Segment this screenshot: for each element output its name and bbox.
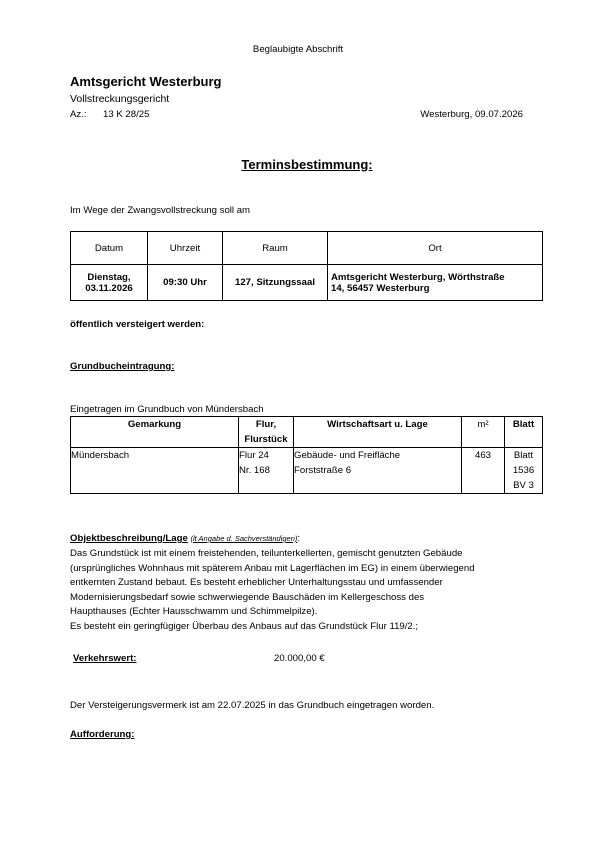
cell-blatt bbox=[505, 448, 543, 494]
date-value: 03.11.2026 bbox=[85, 282, 133, 294]
cell-blatt-line-1: Blatt bbox=[513, 450, 534, 461]
place-line-2: 14, 56457 Westerburg bbox=[331, 282, 430, 294]
appointment-header-row bbox=[71, 232, 543, 265]
register-note: Der Versteigerungsvermerk ist am 22.07.2025 in das Grundbuch eingetragen worden. bbox=[70, 700, 435, 711]
cell-flur-line-1: Flur 24 bbox=[239, 450, 269, 461]
cell-flur-line-2: Nr. 168 bbox=[239, 465, 270, 476]
object-line-4: Modernisierungsbedarf sowie schwerwiegende Bauschäden im Kellergeschoss des bbox=[70, 591, 425, 603]
cell-flur bbox=[239, 448, 294, 494]
az-value: 13 K 28/25 bbox=[103, 109, 150, 120]
copy-note: Beglaubigte Abschrift bbox=[252, 44, 344, 55]
header-datum: Datum bbox=[71, 232, 148, 265]
cell-blatt-line-2: 1536 bbox=[512, 465, 535, 476]
object-line-6: Es besteht ein geringfügiger Überbau des Anbaus auf das Grundstück Flur 119/2.; bbox=[70, 620, 419, 632]
place-date: Westerburg, 09.07.2026 bbox=[420, 109, 523, 120]
appointment-time: 09:30 Uhr bbox=[148, 265, 223, 301]
land-register-table bbox=[70, 416, 543, 494]
object-heading-note: (lt Angabe d. Sachverständigen) bbox=[190, 534, 298, 543]
land-register-caption: Eingetragen im Grundbuch von Mündersbach bbox=[70, 404, 264, 415]
cell-gemarkung: Mündersbach bbox=[71, 448, 239, 494]
court-department: Vollstreckungsgericht bbox=[70, 93, 170, 105]
az-label: Az.: bbox=[70, 109, 87, 120]
object-heading-line bbox=[70, 533, 300, 544]
value-amount: 20.000,00 € bbox=[274, 653, 325, 664]
cell-art-line-2: Forststraße 6 bbox=[294, 465, 352, 476]
header-wirtschaftsart: Wirtschaftsart u. Lage bbox=[294, 417, 462, 448]
object-heading-colon: : bbox=[297, 533, 301, 544]
cell-m2: 463 bbox=[462, 448, 505, 494]
header-flur-line-1: Flur, bbox=[255, 419, 277, 430]
place-line-1: Amtsgericht Westerburg, Wörthstraße bbox=[331, 271, 505, 283]
header-flur bbox=[239, 417, 294, 448]
header-raum: Raum bbox=[223, 232, 328, 265]
cell-wirtschaftsart bbox=[294, 448, 462, 494]
value-label: Verkehrswert: bbox=[73, 653, 137, 664]
cell-art-line-1: Gebäude- und Freifläche bbox=[294, 450, 401, 461]
header-uhrzeit: Uhrzeit bbox=[148, 232, 223, 265]
appointment-row bbox=[71, 265, 543, 301]
appointment-room: 127, Sitzungssaal bbox=[223, 265, 328, 301]
object-line-5: Haupthauses (Echter Hausschwamm und Schimmelpilze). bbox=[70, 606, 318, 618]
request-heading: Aufforderung: bbox=[70, 729, 135, 740]
intro-text: Im Wege der Zwangsvollstreckung soll am bbox=[70, 205, 251, 216]
header-flur-line-2: Flurstück bbox=[244, 434, 288, 445]
court-name: Amtsgericht Westerburg bbox=[70, 74, 222, 89]
appointment-place bbox=[328, 265, 543, 301]
object-heading: Objektbeschreibung/Lage bbox=[70, 533, 188, 544]
object-line-2: (ursprüngliches Wohnhaus mit späterem Anbau mit Lagerflächen im EG) in einem überwiegend bbox=[70, 562, 475, 574]
object-line-1: Das Grundstück ist mit einem freistehenden, teilunterkellerten, gemischt genutzten Gebäude bbox=[70, 548, 463, 559]
appointment-table bbox=[70, 231, 543, 301]
date-weekday: Dienstag, bbox=[87, 271, 131, 283]
auction-text: öffentlich versteigert werden: bbox=[70, 319, 205, 330]
header-m2: m² bbox=[462, 417, 505, 448]
header-blatt: Blatt bbox=[505, 417, 543, 448]
page-title: Terminsbestimmung: bbox=[241, 157, 373, 172]
header-ort: Ort bbox=[328, 232, 543, 265]
land-register-header-row bbox=[71, 417, 543, 448]
land-register-heading: Grundbucheintragung: bbox=[70, 361, 175, 372]
cell-blatt-line-3: BV 3 bbox=[513, 480, 534, 491]
object-description bbox=[70, 547, 540, 635]
land-register-row bbox=[71, 448, 543, 494]
header-gemarkung: Gemarkung bbox=[71, 417, 239, 448]
appointment-date bbox=[71, 265, 148, 301]
object-line-3: entkernten Zustand bebaut. Es besteht erheblicher Unterhaltungsstau und umfassender bbox=[70, 577, 443, 589]
